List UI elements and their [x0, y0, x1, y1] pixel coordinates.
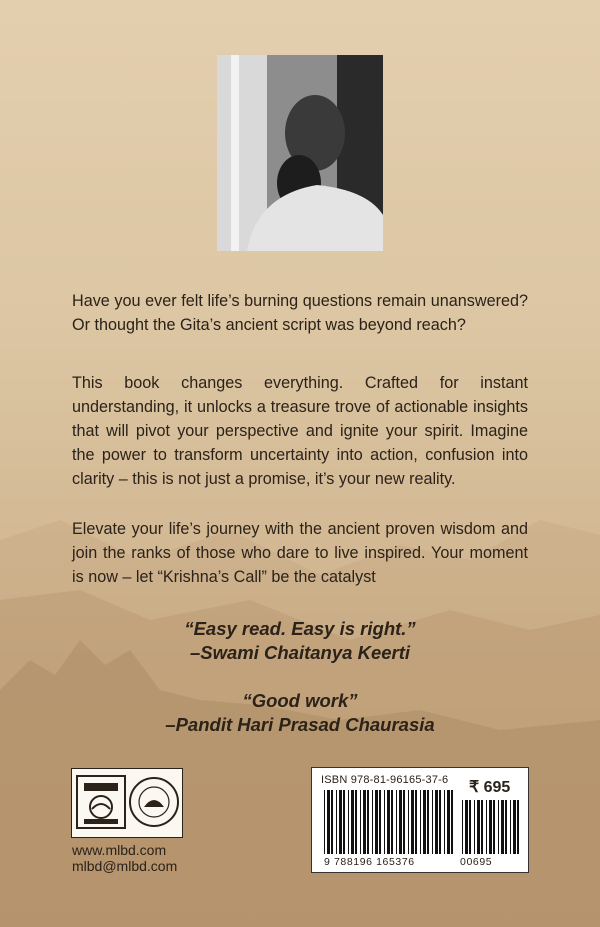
- barcode-bar: [427, 790, 429, 854]
- barcode-bar: [415, 790, 417, 854]
- barcode-bar: [486, 800, 487, 854]
- isbn-label: ISBN 978-81-96165-37-6: [321, 774, 449, 786]
- endorsement-author: –Swami Chaitanya Keerti: [189, 642, 411, 663]
- barcode-bar: [396, 790, 397, 854]
- barcode-bar: [501, 800, 504, 854]
- publisher-email[interactable]: mlbd@mlbd.com: [72, 858, 178, 874]
- barcode-bar: [444, 790, 445, 854]
- endorsement-quote: “Good work”: [242, 690, 358, 711]
- barcode-bar: [510, 800, 511, 854]
- barcode-bar: [432, 790, 433, 854]
- barcode-bar: [384, 790, 385, 854]
- barcode-bar: [363, 790, 366, 854]
- barcode-bar: [403, 790, 405, 854]
- publisher-website[interactable]: www.mlbd.com: [72, 842, 167, 858]
- barcode-bar: [505, 800, 507, 854]
- barcode-bar: [391, 790, 393, 854]
- isbn-barcode: [311, 767, 529, 873]
- endorsement-1: [0, 617, 600, 665]
- barcode-bar: [474, 800, 475, 854]
- barcode-digits: 9 788196 165376: [324, 856, 415, 868]
- barcode-bar: [517, 800, 519, 854]
- barcode-bar: [327, 790, 330, 854]
- barcode-bar: [379, 790, 381, 854]
- barcode-bar: [367, 790, 369, 854]
- blurb-paragraph-2: This book changes everything. Crafted for instant understanding, it unlocks a treasure trove of actionable insights that will pivot your perspective and ignite your spirit. Imagine the power to transform uncertainty into action, confusion into clarity – this is not just a promise, it’s your new reality.: [72, 374, 528, 488]
- endorsement-quote: “Easy read. Easy is right.”: [184, 618, 416, 639]
- barcode-bar: [447, 790, 450, 854]
- barcode-bar: [489, 800, 492, 854]
- barcode-bar: [324, 790, 325, 854]
- barcode-bar: [399, 790, 402, 854]
- barcode-bar: [411, 790, 414, 854]
- barcode-bar: [493, 800, 495, 854]
- barcode-bar: [348, 790, 349, 854]
- barcode-bar: [498, 800, 499, 854]
- barcode-bar: [451, 790, 453, 854]
- barcode-bar: [513, 800, 516, 854]
- price-tag: ₹ 695: [469, 779, 511, 796]
- publisher-emblem-icon: [72, 769, 181, 836]
- author-photo: [217, 55, 383, 251]
- barcode-bar: [355, 790, 357, 854]
- blurb-paragraph-3: Elevate your life’s journey with the ancient proven wisdom and join the ranks of those who dare to live inspired. Your moment is now – let “Krishna’s Call” be the catalyst: [72, 520, 528, 586]
- barcode-bar: [435, 790, 438, 854]
- barcode-bar: [439, 790, 441, 854]
- barcode-bar: [477, 800, 480, 854]
- barcode-addon-digits: 00695: [460, 856, 493, 868]
- barcode-bar: [336, 790, 337, 854]
- barcode-bar: [343, 790, 345, 854]
- barcode-bar: [469, 800, 471, 854]
- barcode-bar: [465, 800, 468, 854]
- endorsement-author: –Pandit Hari Prasad Chaurasia: [165, 714, 435, 735]
- barcode-bar: [360, 790, 361, 854]
- barcode-bar: [387, 790, 390, 854]
- barcode-bar: [331, 790, 333, 854]
- endorsement-2: [0, 689, 600, 737]
- barcode-bar: [351, 790, 354, 854]
- publisher-logos: [71, 768, 183, 838]
- barcode-bar: [420, 790, 421, 854]
- barcode-bar: [462, 800, 463, 854]
- barcode-bar: [408, 790, 409, 854]
- barcode-bar: [375, 790, 378, 854]
- barcode-bar: [481, 800, 483, 854]
- barcode-bar: [339, 790, 342, 854]
- barcode-bar: [372, 790, 373, 854]
- blurb-paragraph-1: Have you ever felt life’s burning questions remain unanswered? Or thought the Gita’s ancient script was beyond reach?: [72, 292, 528, 334]
- barcode-bar: [423, 790, 426, 854]
